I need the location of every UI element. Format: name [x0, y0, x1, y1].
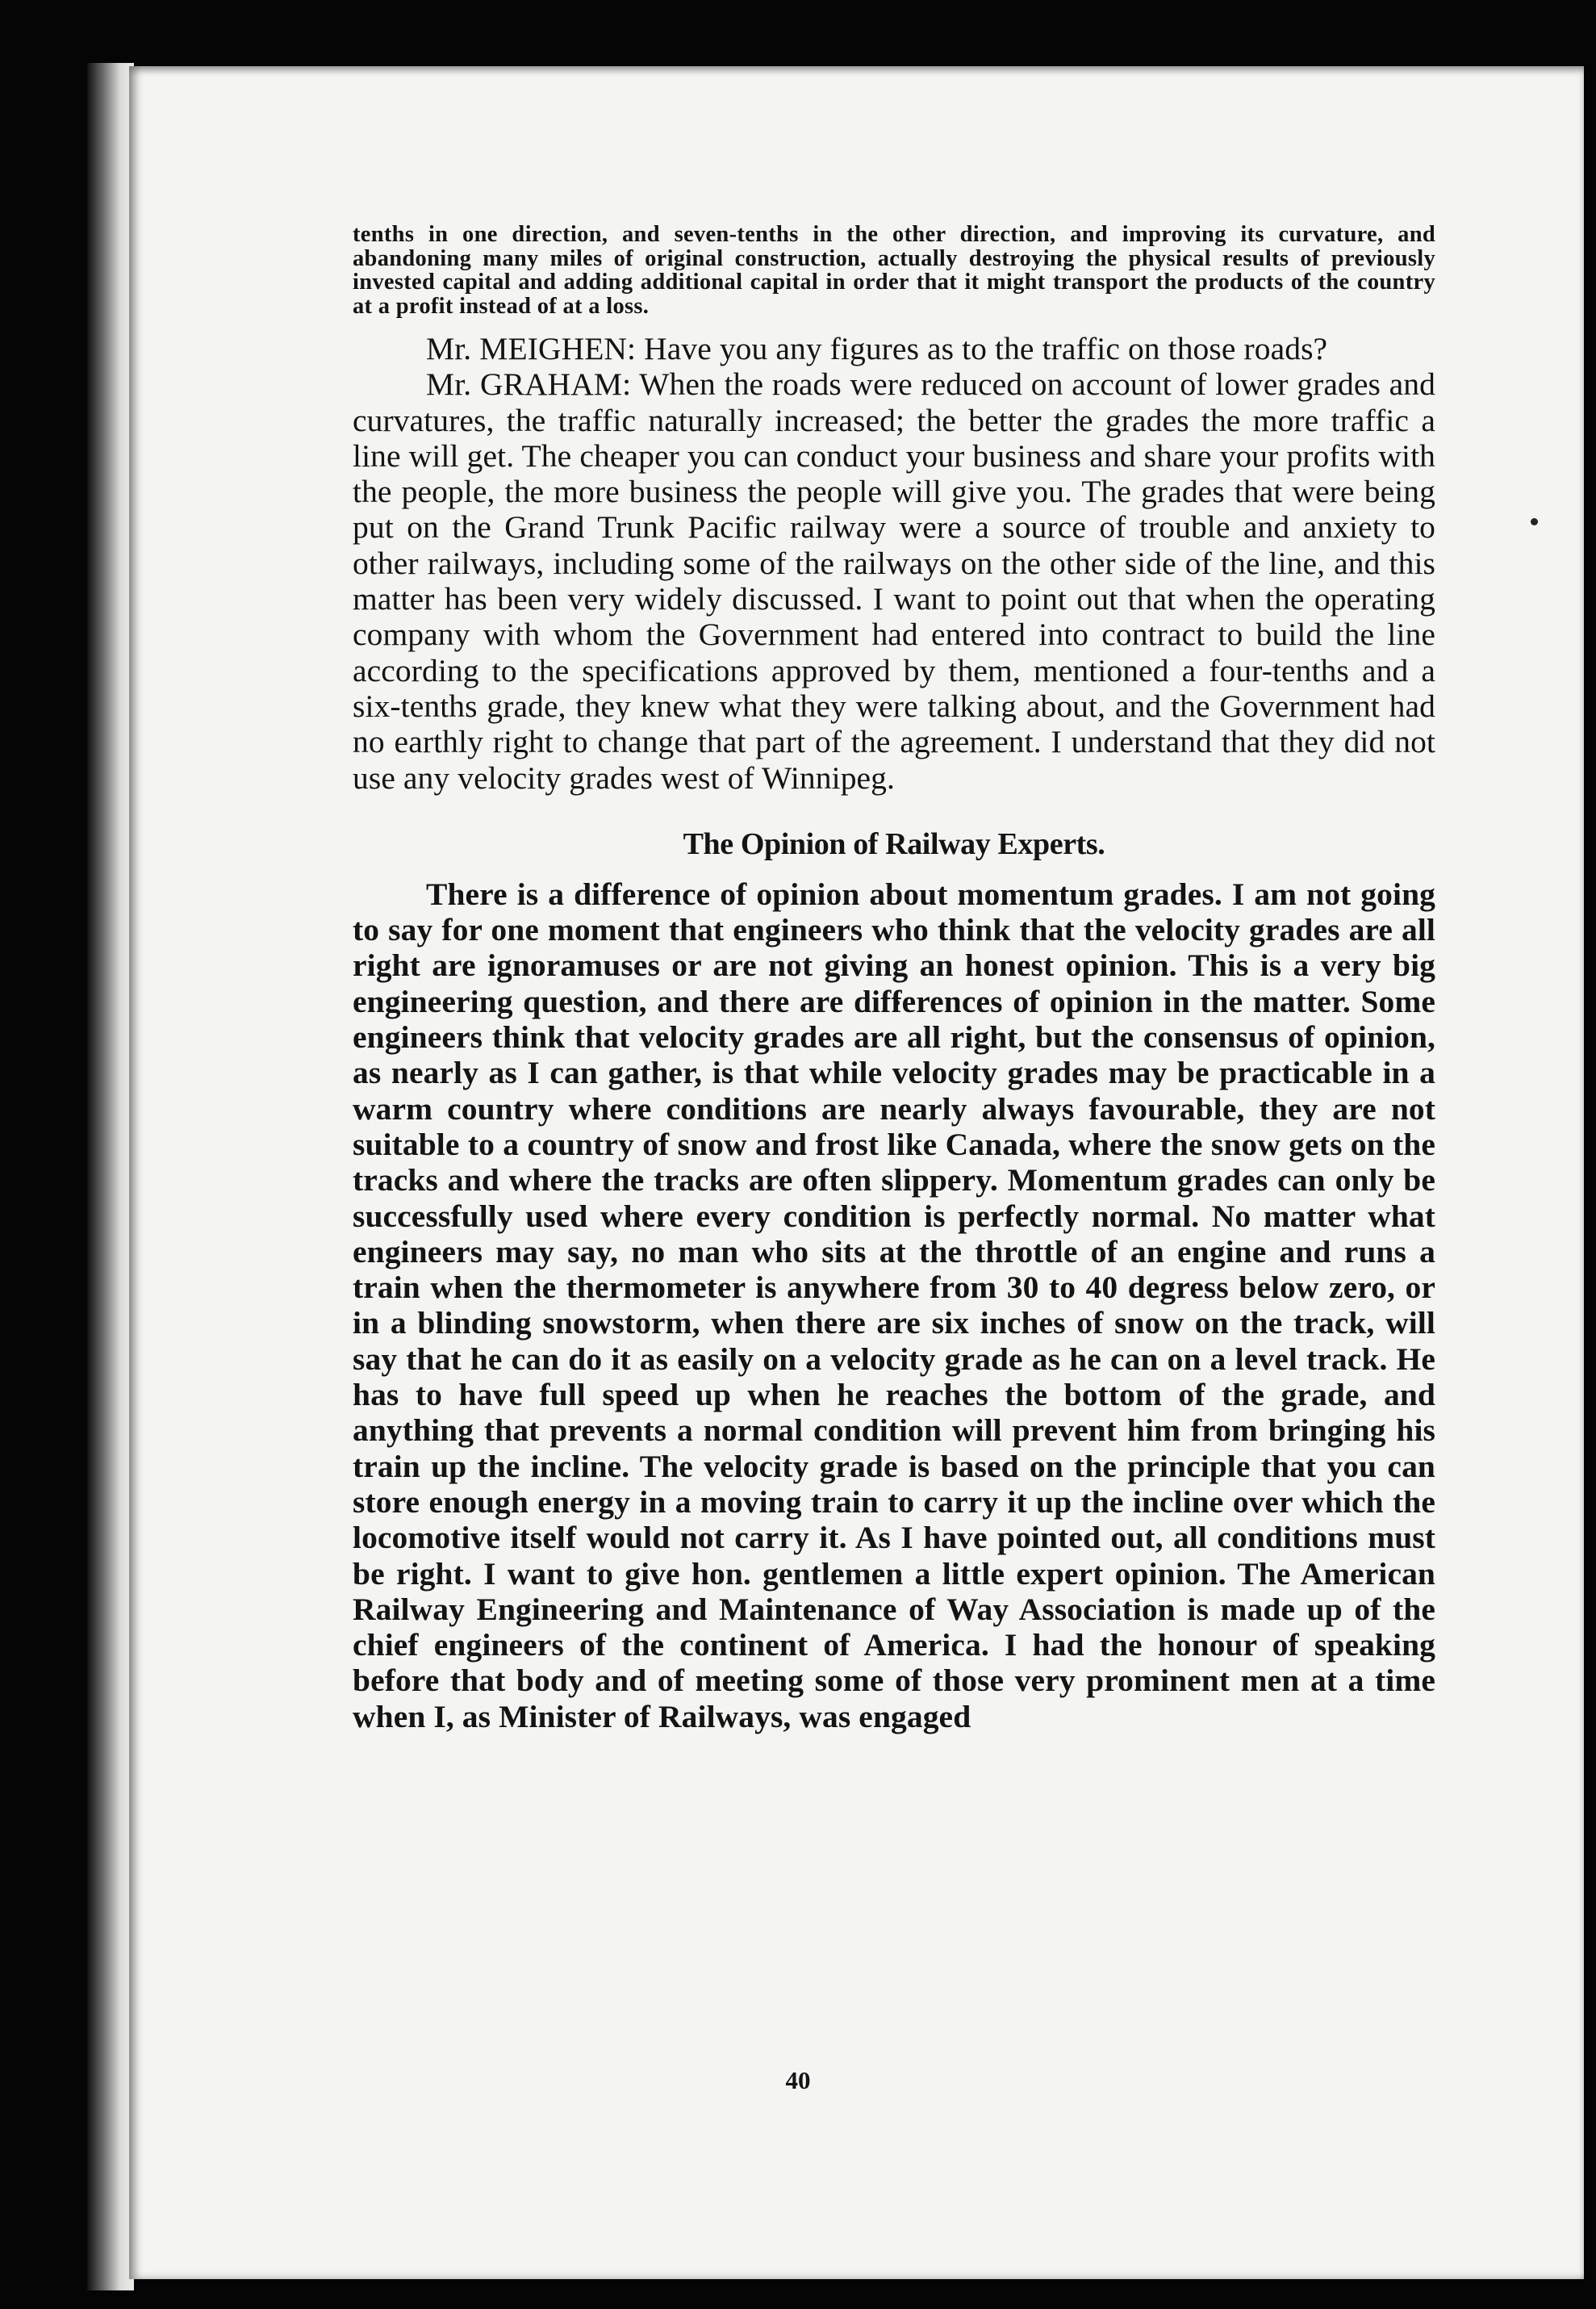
meighen-question: Mr. MEIGHEN: Have you any figures as to the traffic on those roads? — [426, 331, 1328, 366]
continued-paragraph: tenths in one direction, and seven-tenths in the other direction, and improving its curvature, and abandoning many miles of original construction, actually destroying the physical results of previously invested capital and adding additional capital in order that it might transport the products of the country at a profit instead of at a loss. — [353, 222, 1435, 319]
book-binding-edge — [87, 63, 134, 2290]
section-heading: The Opinion of Railway Experts. — [683, 826, 1105, 861]
page-number: 40 — [785, 2066, 811, 2094]
graham-response: Mr. GRAHAM: When the roads were reduced on account of lower grades and curvatures, the traffic naturally increased; the better the grades the more traffic a line will get. The cheaper you can conduct your business and share your profits with the people, the more business the people will give you. The grades that were being put on the Grand Trunk Pacific railway were a source of trouble and anxiety to other railways, including some of the railways on the other side of the line, and this matter has been very widely discussed. I want to point out that when the operating company with whom the Government had entered into contract to build the line according to the specifications approved by them, mentioned a four-tenths and a six-tenths grade, they knew what they were talking about, and the Government had no earthly right to change that part of the agreement. I understand that they did not use any velocity grades west of Winnipeg. — [353, 366, 1435, 796]
margin-speck — [1531, 518, 1538, 525]
page-text — [353, 223, 1435, 1734]
railway-experts-paragraph: There is a difference of opinion about momentum grades. I am not going to say for one moment that engineers who think that the velocity grades are all right are ignoramuses or are not giving an honest opinion. This is a very big engineering question, and there are differences of opinion in the matter. Some engineers think that velocity grades are all right, but the consensus of opinion, as nearly as I can gather, is that while velocity grades may be practicable in a warm country where conditions are nearly always favourable, they are not suitable to a country of snow and frost like Canada, where the snow gets on the tracks and where the tracks are often slippery. Momentum grades can only be successfully used where every condition is perfectly normal. No matter what engineers may say, no man who sits at the throttle of an engine and runs a train when the thermometer is anywhere from 30 to 40 degress below zero, or in a blinding snowstorm, when there are six inches of snow on the track, will say that he can do it as easily on a velocity grade as he can on a level track. He has to have full speed up when he reaches the bottom of the grade, and anything that prevents a normal condition will prevent him from bringing his train up the incline. The velocity grade is based on the principle that you can store enough energy in a moving train to carry it up the incline over which the locomotive itself would not carry it. As I have pointed out, all conditions must be right. I want to give hon. gentlemen a little expert opinion. The American Railway Engineering and Maintenance of Way Association is made up of the chief engineers of the continent of America. I had the honour of speaking before that body and of meeting some of those very prominent men at a time when I, as Minister of Railways, was engaged — [353, 876, 1435, 1734]
